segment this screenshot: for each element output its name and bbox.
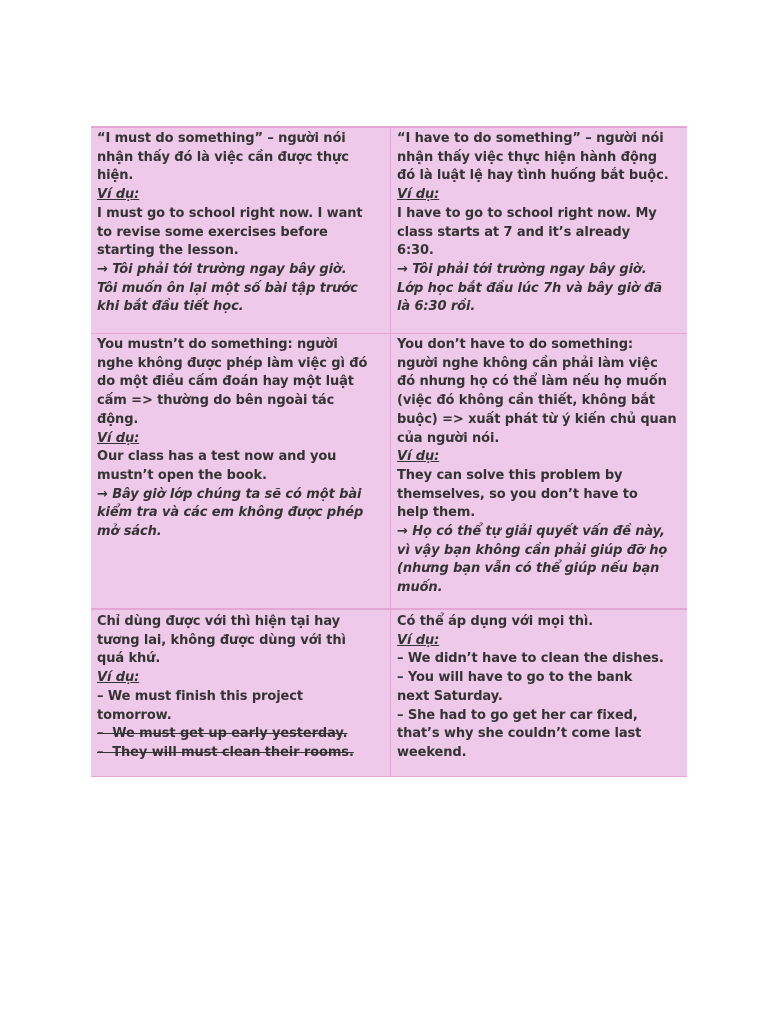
cell-text-line: nghe không được phép làm việc gì đó: [97, 355, 368, 371]
translation-line: vì vậy bạn không cần phải giúp đỡ họ: [397, 542, 668, 558]
cell-text-line: next Saturday.: [397, 688, 503, 704]
translation-line: → Họ có thể tự giải quyết vấn đề này,: [397, 524, 665, 540]
translation-line: kiểm tra và các em không được phép: [97, 505, 364, 521]
example-label: Ví dụ:: [97, 187, 140, 203]
incorrect-example-line: – We must get up early yesterday.: [97, 726, 348, 742]
cell-text-line: class starts at 7 and it’s already: [397, 224, 630, 240]
cell-text-line: của người nói.: [397, 430, 500, 446]
cell-text-line: tương lai, không được dùng với thì: [97, 632, 346, 648]
cell-text-line: that’s why she couldn’t come last: [397, 726, 642, 742]
cell-text-line: người nghe không cần phải làm việc: [397, 355, 658, 371]
cell-must-tense-usage: [91, 609, 391, 776]
cell-text-line: quá khứ.: [97, 651, 161, 667]
cell-text-line: themselves, so you don’t have to: [397, 486, 638, 502]
cell-text-line: – We must finish this project: [97, 688, 303, 704]
example-label: Ví dụ:: [97, 430, 140, 446]
translation-line: → Tôi phải tới trường ngay bây giờ.: [97, 261, 347, 277]
cell-text-line: cấm => thường do bên ngoài tác: [97, 393, 335, 409]
cell-text-line: – You will have to go to the bank: [397, 670, 633, 686]
example-label: Ví dụ:: [397, 632, 440, 648]
cell-text-line: mustn’t open the book.: [97, 467, 267, 483]
cell-text-line: Chỉ dùng được với thì hiện tại hay: [97, 614, 340, 629]
cell-text-line: “I have to do something” – người nói: [397, 131, 664, 146]
cell-text-line: starting the lesson.: [97, 243, 239, 259]
cell-must-definition: [91, 128, 391, 333]
cell-text-line: đó nhưng họ có thể làm nếu họ muốn: [397, 374, 667, 390]
cell-text-line: Our class has a test now and you: [97, 449, 337, 465]
example-label: Ví dụ:: [397, 187, 440, 203]
cell-have-to-tense-usage: [391, 609, 687, 776]
cell-text-line: to revise some exercises before: [97, 224, 328, 240]
example-label: Ví dụ:: [97, 670, 140, 686]
example-label: Ví dụ:: [397, 449, 440, 465]
cell-text-line: I must go to school right now. I want: [97, 205, 363, 221]
cell-text-line: đó là luật lệ hay tình huống bắt buộc.: [397, 168, 669, 184]
translation-line: (nhưng bạn vẫn có thể giúp nếu bạn: [397, 561, 660, 577]
translation-line: → Tôi phải tới trường ngay bây giờ.: [397, 261, 647, 277]
cell-text-line: – She had to go get her car fixed,: [397, 707, 638, 723]
cell-text-line: They can solve this problem by: [397, 467, 623, 483]
translation-line: là 6:30 rồi.: [397, 299, 476, 315]
cell-text-line: I have to go to school right now. My: [397, 205, 657, 221]
comparison-table: [91, 126, 687, 777]
cell-text-line: “I must do something” – người nói: [97, 131, 346, 146]
cell-text-line: help them.: [397, 505, 476, 521]
cell-text-line: You don’t have to do something:: [397, 337, 633, 352]
cell-have-to-definition: [391, 128, 687, 333]
cell-text-line: nhận thấy việc thực hiện hành động: [397, 149, 658, 165]
cell-text-line: buộc) => xuất phát từ ý kiến chủ quan: [397, 411, 677, 427]
translation-line: khi bắt đầu tiết học.: [97, 299, 244, 315]
cell-text-line: You mustn’t do something: người: [97, 337, 338, 352]
cell-dont-have-to-definition: [391, 333, 687, 609]
cell-text-line: weekend.: [397, 744, 467, 760]
translation-line: mở sách.: [97, 524, 162, 540]
cell-text-line: do một điều cấm đoán hay một luật: [97, 374, 354, 390]
cell-text-line: (việc đó không cần thiết, không bắt: [397, 393, 655, 409]
cell-text-line: Có thể áp dụng với mọi thì.: [397, 614, 594, 629]
translation-line: Lớp học bắt đầu lúc 7h và bây giờ đã: [397, 280, 663, 296]
cell-text-line: nhận thấy đó là việc cần được thực: [97, 149, 349, 165]
cell-text-line: động.: [97, 411, 139, 427]
translation-line: → Bây giờ lớp chúng ta sẽ có một bài: [97, 486, 362, 502]
cell-text-line: hiện.: [97, 168, 134, 184]
cell-text-line: tomorrow.: [97, 707, 172, 723]
incorrect-example-line: – They will must clean their rooms.: [97, 744, 354, 760]
translation-line: muốn.: [397, 580, 443, 596]
cell-mustnt-definition: [91, 333, 391, 609]
cell-text-line: 6:30.: [397, 243, 434, 259]
cell-text-line: – We didn’t have to clean the dishes.: [397, 651, 664, 667]
translation-line: Tôi muốn ôn lại một số bài tập trước: [97, 280, 358, 296]
